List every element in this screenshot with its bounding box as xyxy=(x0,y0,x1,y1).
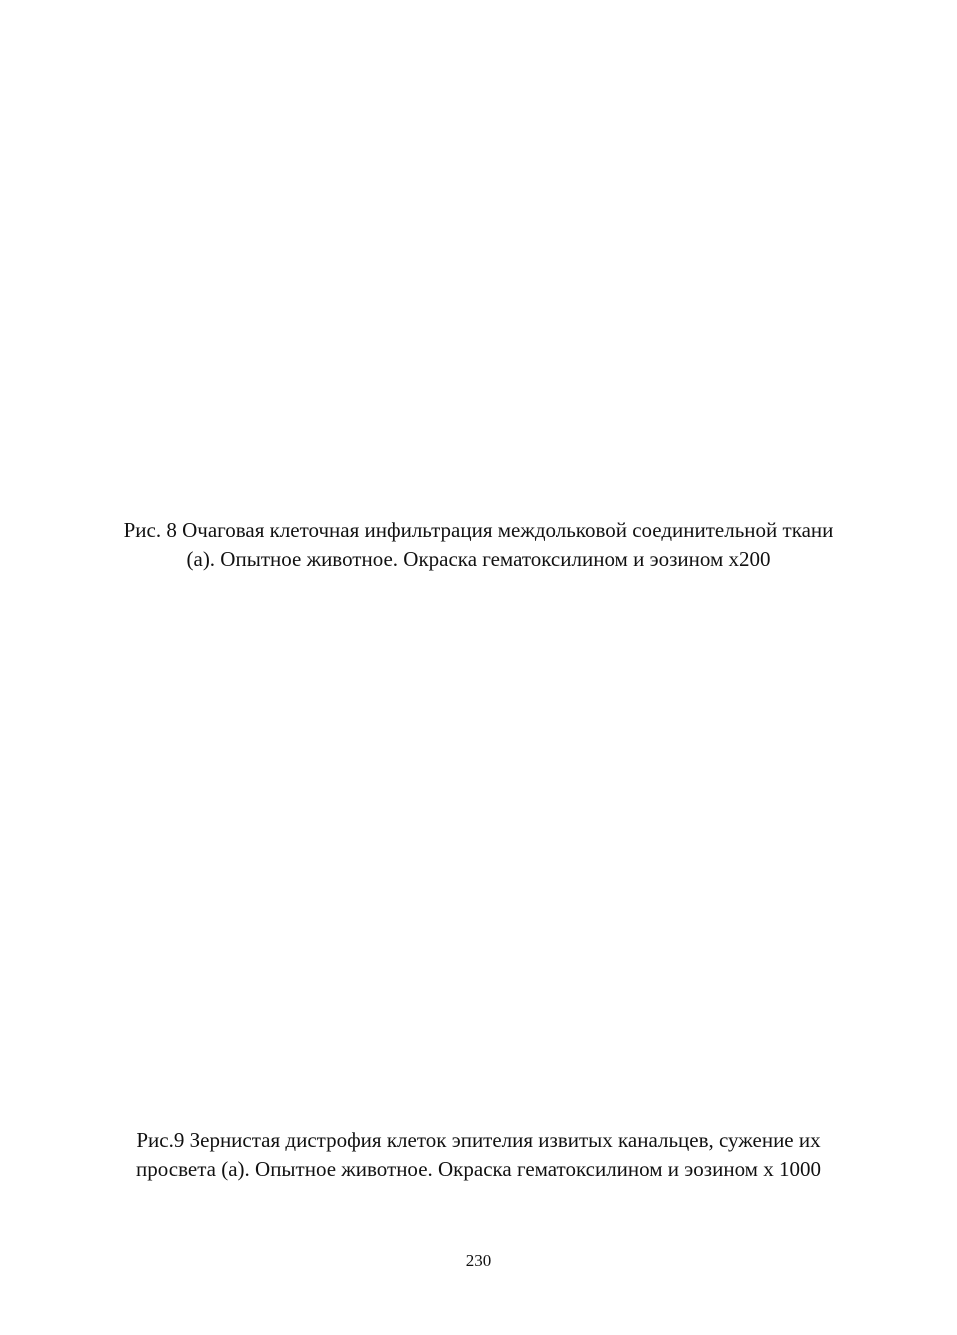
figure-8-caption-line-1: Рис. 8 Очаговая клеточная инфильтрация междольковой соединительной ткани xyxy=(123,518,834,542)
figure-8-image-area xyxy=(95,0,862,510)
figure-9-caption-line-1: Рис.9 Зернистая дистрофия клеток эпителия извитых канальцев, сужение их xyxy=(136,1128,821,1152)
figure-8-caption-line-2: (а). Опытное животное. Окраска гематоксилином и эозином х200 xyxy=(186,547,771,571)
figure-8-caption xyxy=(60,516,897,574)
figure-9-caption-line-2: просвета (а). Опытное животное. Окраска гематоксилином и эозином x 1000 xyxy=(136,1157,821,1181)
page-number: 230 xyxy=(465,1251,492,1270)
figure-9-image-area xyxy=(95,590,862,1125)
figure-9-caption xyxy=(60,1126,897,1184)
